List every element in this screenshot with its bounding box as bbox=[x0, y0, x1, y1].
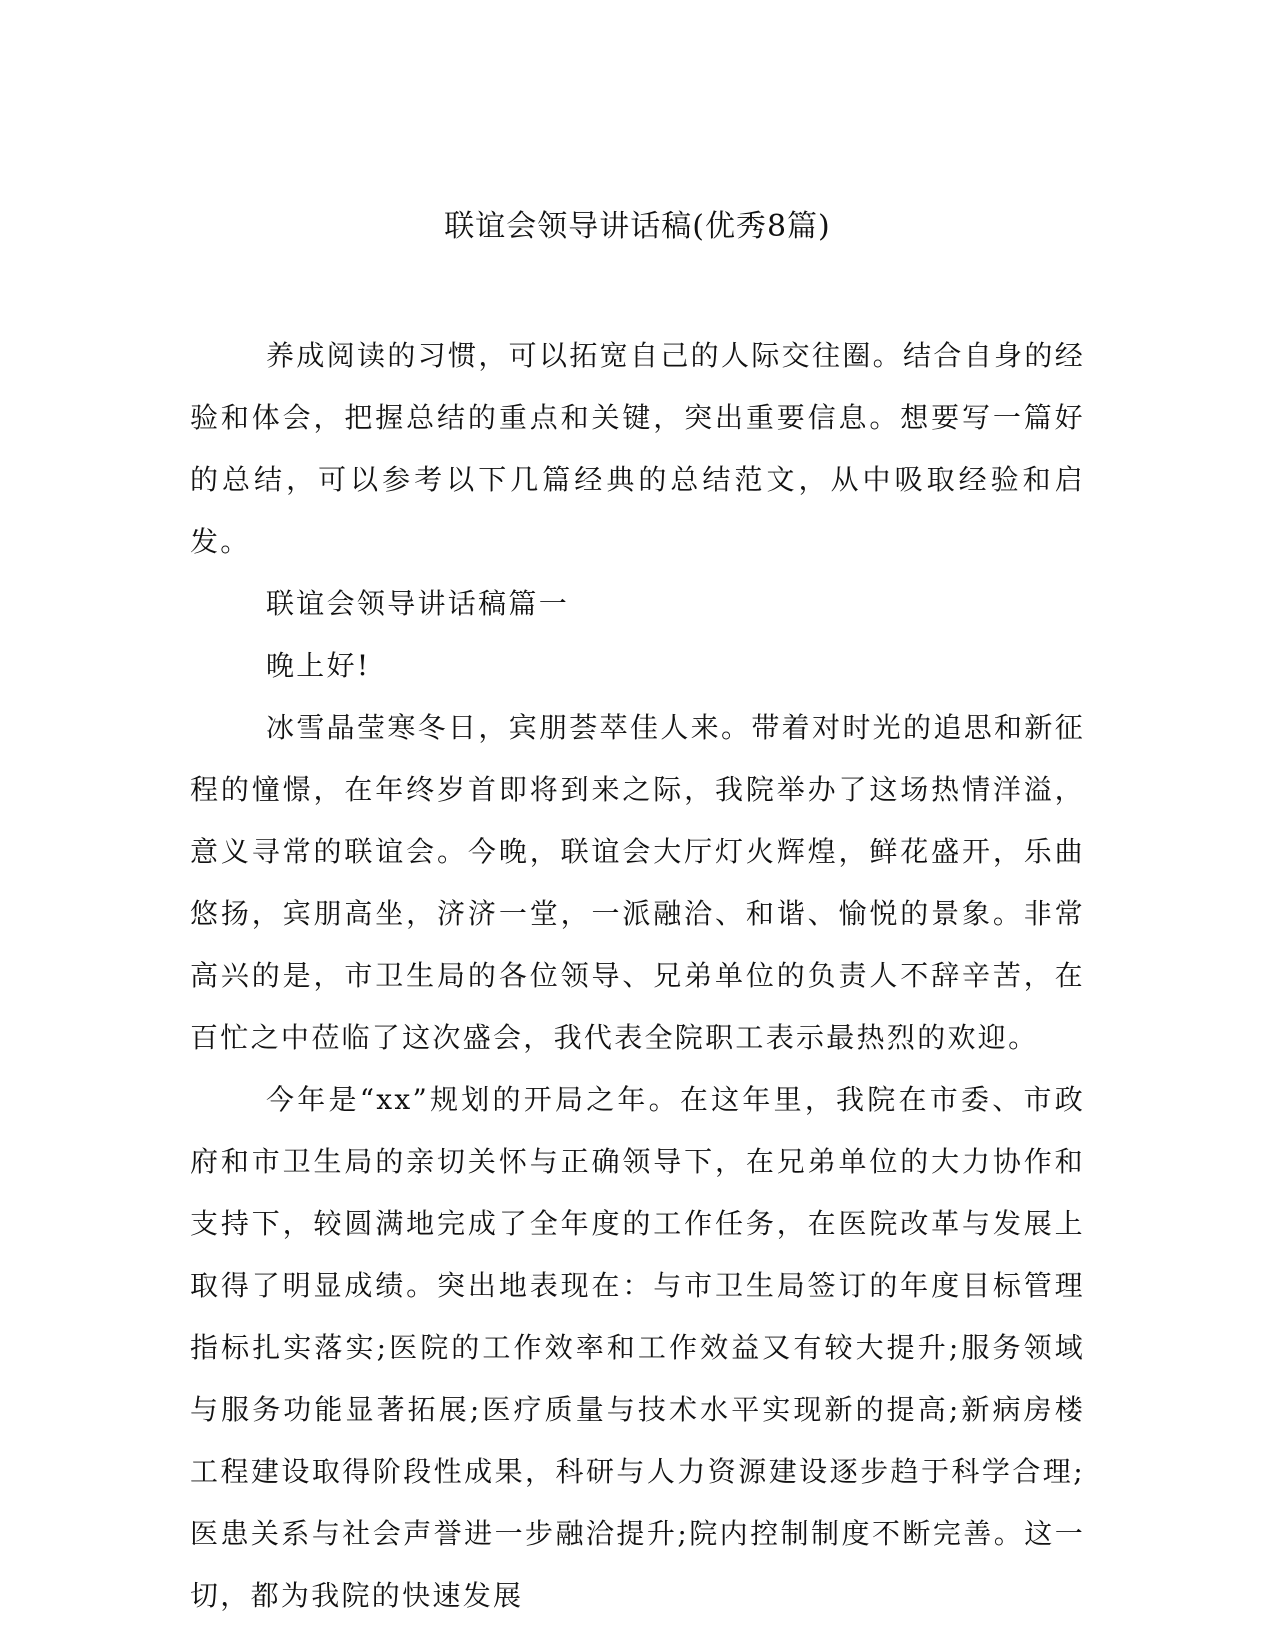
document-title: 联谊会领导讲话稿(优秀8篇) bbox=[444, 209, 831, 244]
document-body bbox=[190, 325, 1085, 1627]
intro-paragraph: 养成阅读的习惯，可以拓宽自己的人际交往圈。结合自身的经验和体会，把握总结的重点和关键，突出重要信息。想要写一篇好的总结，可以参考以下几篇经典的总结范文，从中吸取经验和启发。 bbox=[190, 339, 1085, 558]
greeting-line: 晚上好! bbox=[266, 649, 371, 682]
body-paragraph: 今年是“xx”规划的开局之年。在这年里，我院在市委、市政府和市卫生局的亲切关怀与正确领导下，在兄弟单位的大力协作和支持下，较圆满地完成了全年度的工作任务，在医院改革与发展上取得了明显成绩。突出地表现在：与市卫生局签订的年度目标管理指标扎实落实;医院的工作效率和工作效益又有较大提升;服务领域与服务功能显著拓展;医疗质量与技术水平实现新的提高;新病房楼工程建设取得阶段性成果，科研与人力资源建设逐步趋于科学合理;医患关系与社会声誉进一步融洽提升;院内控制制度不断完善。这一切，都为我院的快速发展 bbox=[190, 1083, 1085, 1612]
section-heading: 联谊会领导讲话稿篇一 bbox=[266, 587, 570, 620]
body-paragraph: 冰雪晶莹寒冬日，宾朋荟萃佳人来。带着对时光的追思和新征程的憧憬，在年终岁首即将到来之际，我院举办了这场热情洋溢，意义寻常的联谊会。今晚，联谊会大厅灯火辉煌，鲜花盛开，乐曲悠扬，宾朋高坐，济济一堂，一派融洽、和谐、愉悦的景象。非常高兴的是，市卫生局的各位领导、兄弟单位的负责人不辞辛苦，在百忙之中莅临了这次盛会，我代表全院职工表示最热烈的欢迎。 bbox=[190, 711, 1085, 1054]
